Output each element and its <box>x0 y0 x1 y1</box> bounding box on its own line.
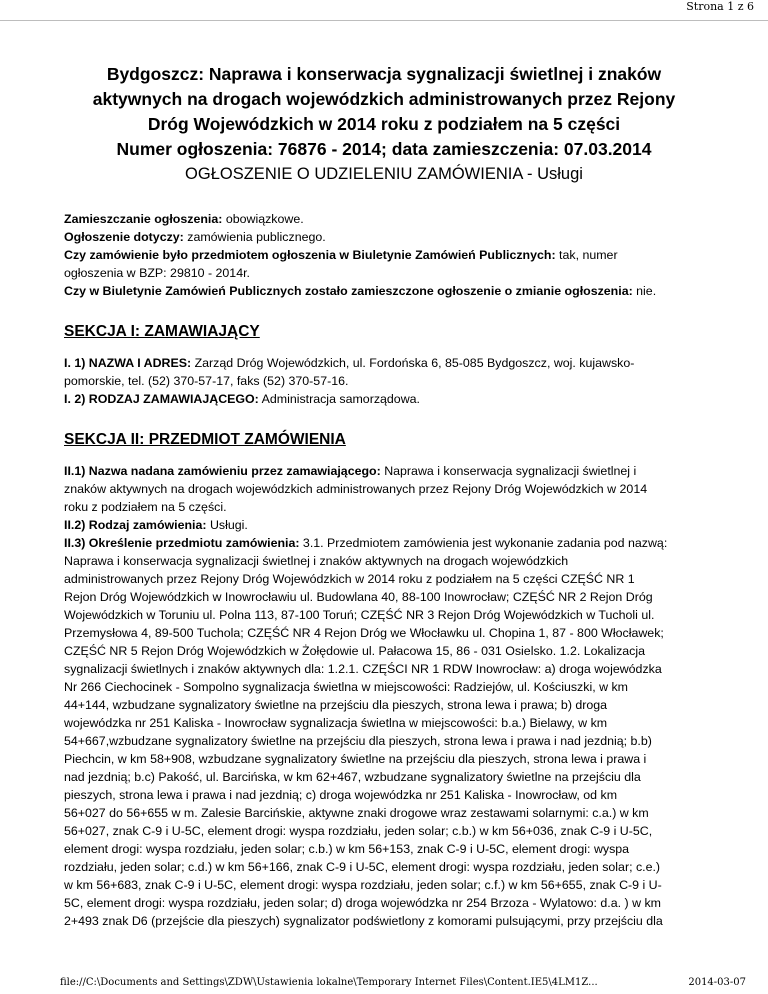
title-line: Dróg Wojewódzkich w 2014 roku z podziałem na 5 części <box>147 114 621 134</box>
field-value: zamówienia publicznego. <box>183 230 326 244</box>
field-value: znaków aktywnych na drogach wojewódzkich administrowanych przez Rejony Dróg Wojewódzkich w 2014 <box>64 482 648 496</box>
field-value: 56+027, znak C-9 i U-5C, element drogi: wyspa rozdziału, jeden solar; c.b.) w km 56+036, znak C-9 i U-5C, <box>64 824 653 838</box>
field-value: Usługi. <box>206 518 248 532</box>
section-line <box>64 354 704 372</box>
section-line <box>64 912 704 930</box>
field-value: Naprawa i konserwacja sygnalizacji świetlnej i znaków aktywnych na drogach wojewódzkich <box>64 554 569 568</box>
field-value: Przemysłowa 4, 89-500 Tuchola; CZĘŚĆ NR 4 Rejon Dróg we Włocławku ul. Chopina 1, 87 - 800 Włocławek; <box>64 626 664 640</box>
file-path: file://C:\Documents and Settings\ZDW\Ustawienia lokalne\Temporary Internet Files\Content.IE5\4LM1Z... <box>60 977 598 988</box>
section-heading-contracting-authority: SEKCJA I: ZAMAWIAJĄCY <box>64 323 260 340</box>
section-line <box>64 732 704 750</box>
page-number: Strona 1 z 6 <box>686 0 754 13</box>
section-line <box>64 534 704 552</box>
field-value: 54+667,wzbudzane sygnalizatory świetlne na przejściu dla pieszych, strona lewa i prawa i nad jezdnią; b.b) <box>64 734 652 748</box>
section-line <box>64 552 704 570</box>
field-value: Zarząd Dróg Wojewódzkich, ul. Fordońska 6, 85-085 Bydgoszcz, woj. kujawsko- <box>191 356 635 370</box>
field-label: II.3) Określenie przedmiotu zamówienia: <box>64 536 300 550</box>
document-body <box>64 210 704 930</box>
field-value: administrowanych przez Rejony Dróg Wojewódzkich w 2014 roku z podziałem na 5 części CZĘŚĆ NR 1 <box>64 572 635 586</box>
field-value: CZĘŚĆ NR 5 Rejon Dróg Wojewódzkich w Żołędowie ul. Pałacowa 15, 86 - 031 Osielsko. 1.2. Lokalizacja <box>64 644 646 658</box>
field-value: pomorskie, tel. (52) 370-57-17, faks (52) 370-57-16. <box>64 374 349 388</box>
section-line <box>64 498 704 516</box>
title-line: aktywnych na drogach wojewódzkich administrowanych przez Rejony <box>92 89 676 109</box>
field-value: Rejon Dróg Wojewódzkich w Inowrocławiu ul. Budowlana 40, 88-100 Inowrocław; CZĘŚĆ NR 2 Rejon Dróg <box>64 590 653 604</box>
announcement-number: Numer ogłoszenia: 76876 - 2014; data zamieszczenia: 07.03.2014 <box>116 139 652 159</box>
section-line <box>64 660 704 678</box>
field-value: nie. <box>632 284 657 298</box>
section-line <box>64 894 704 912</box>
print-date: 2014-03-07 <box>688 977 746 988</box>
field-value: Naprawa i konserwacja sygnalizacji świetlnej i <box>380 464 637 478</box>
section-line <box>64 876 704 894</box>
field-value: Administracja samorządowa. <box>258 392 420 406</box>
field-label: II.1) Nazwa nadana zamówieniu przez zamawiającego: <box>64 464 381 478</box>
field-value: Wojewódzkich w Toruniu ul. Polna 113, 87-100 Toruń; CZĘŚĆ NR 3 Rejon Dróg Wojewódzkich w Tucholi ul. <box>64 608 655 622</box>
field-value: Nr 266 Ciechocinek - Sompolno sygnalizacja świetlna w miejscowości: Radziejów, ul. Kościuszki, w km <box>64 680 628 694</box>
field-label: I. 2) RODZAJ ZAMAWIAJĄCEGO: <box>64 392 259 406</box>
header-divider <box>0 20 768 21</box>
field-value: 5C, element drogi: wyspa rozdziału, jeden solar; d) droga wojewódzka nr 254 Brzoza - Wylatowo: d.a. ) w km <box>64 896 661 910</box>
field-value: rozdziału, jeden solar; c.d.) w km 56+166, znak C-9 i U-5C, element drogi: wyspa rozdziału, jeden solar; c.e.) <box>64 860 661 874</box>
intro-line <box>64 228 704 246</box>
section-line <box>64 858 704 876</box>
section-line <box>64 480 704 498</box>
field-value: 2+493 znak D6 (przejście dla pieszych) sygnalizator podświetlony z komorami pulsującymi, przy przejściu dla <box>64 914 663 928</box>
section-line <box>64 678 704 696</box>
section-1-body <box>64 354 704 408</box>
field-value: Piechcin, w km 58+908, wzbudzane sygnalizatory świetlne na przejściu dla pieszych, strona lewa i prawa i <box>64 752 647 766</box>
section-line <box>64 372 704 390</box>
document-title-block <box>40 62 728 186</box>
section-line <box>64 624 704 642</box>
field-value: 44+144, wzbudzane sygnalizatory świetlne na przejściu dla pieszych, strona lewa i prawa; b) droga <box>64 698 608 712</box>
section-line <box>64 840 704 858</box>
field-value: obowiązkowe. <box>222 212 304 226</box>
field-value: element drogi: wyspa rozdziału, jeden solar; c.b.) w km 56+153, znak C-9 i U-5C, element drogi: wyspa <box>64 842 630 856</box>
field-value: ogłoszenia w BZP: 29810 - 2014r. <box>64 266 250 280</box>
intro-block <box>64 210 704 300</box>
section-line <box>64 606 704 624</box>
section-line <box>64 642 704 660</box>
section-line <box>64 570 704 588</box>
field-label: I. 1) NAZWA I ADRES: <box>64 356 192 370</box>
section-line <box>64 822 704 840</box>
field-value: sygnalizacji świetlnych i znaków aktywnych dla: 1.2.1. CZĘŚCI NR 1 RDW Inowrocław: a) droga wojewódzka <box>64 662 662 676</box>
field-value: w km 56+683, znak C-9 i U-5C, element drogi: wyspa rozdziału, jeden solar; c.f.) w km 56+655, znak C-9 i U- <box>64 878 662 892</box>
section-line <box>64 804 704 822</box>
section-line <box>64 588 704 606</box>
intro-line <box>64 210 704 228</box>
section-heading-subject: SEKCJA II: PRZEDMIOT ZAMÓWIENIA <box>64 431 346 448</box>
field-label: Zamieszczanie ogłoszenia: <box>64 212 223 226</box>
section-line <box>64 696 704 714</box>
field-value: pieszych, strona lewa i prawa i nad jezdnią; c) droga wojewódzka nr 251 Kaliska - Inowrocław, od km <box>64 788 618 802</box>
field-label: Czy w Biuletynie Zamówień Publicznych zostało zamieszczone ogłoszenie o zmianie ogłoszenia: <box>64 284 633 298</box>
field-label: Ogłoszenie dotyczy: <box>64 230 184 244</box>
section-line <box>64 516 704 534</box>
section-line <box>64 768 704 786</box>
section-line <box>64 462 704 480</box>
section-line <box>64 750 704 768</box>
field-value: nad jezdnią; b.c) Pakość, ul. Barcińska, w km 62+467, wzbudzane sygnalizatory świetlne na przejściu dla <box>64 770 641 784</box>
field-value: roku z podziałem na 5 części. <box>64 500 227 514</box>
intro-line <box>64 264 704 282</box>
field-value: 3.1. Przedmiotem zamówienia jest wykonanie zadania pod nazwą: <box>299 536 668 550</box>
section-line <box>64 786 704 804</box>
intro-line <box>64 246 704 264</box>
intro-line <box>64 282 704 300</box>
title-line: Bydgoszcz: Naprawa i konserwacja sygnalizacji świetlnej i znaków <box>106 64 662 84</box>
field-value: tak, numer <box>555 248 618 262</box>
field-label: Czy zamówienie było przedmiotem ogłoszenia w Biuletynie Zamówień Publicznych: <box>64 248 556 262</box>
field-value: wojewódzka nr 251 Kaliska - Inowrocław sygnalizacja świetlna w miejscowości: b.a.) Bielawy, w km <box>64 716 608 730</box>
field-label: II.2) Rodzaj zamówienia: <box>64 518 207 532</box>
section-2-body <box>64 462 704 930</box>
section-line <box>64 714 704 732</box>
field-value: 56+027 do 56+655 w m. Zalesie Barcińskie, aktywne znaki drogowe wraz zestawami solarnymi: c.a.) w km <box>64 806 649 820</box>
section-line <box>64 390 704 408</box>
page-footer <box>60 977 746 988</box>
announcement-type: OGŁOSZENIE O UDZIELENIU ZAMÓWIENIA - Usługi <box>185 165 583 183</box>
